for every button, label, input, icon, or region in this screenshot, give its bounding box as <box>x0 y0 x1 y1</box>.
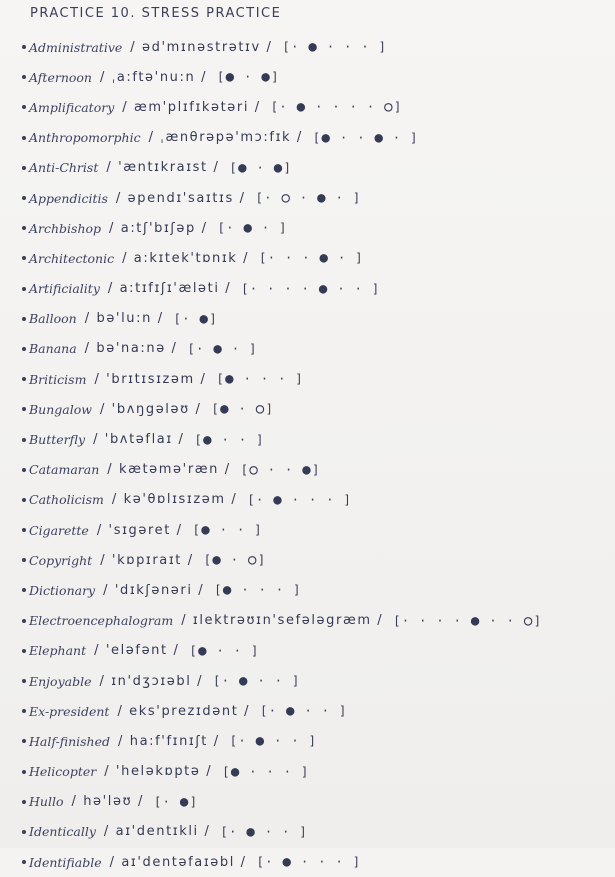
list-item <box>22 153 607 183</box>
entry-stress-pattern: [○ · · ●] <box>240 461 321 478</box>
entry-stress-pattern: [● · ●] <box>217 69 280 86</box>
bullet-icon <box>22 649 26 653</box>
entry-word: Banana <box>29 341 77 357</box>
list-item <box>22 606 607 636</box>
entry-stress-pattern: [· ● · · ] <box>220 823 308 840</box>
bullet-icon <box>22 256 26 260</box>
list-item <box>22 364 607 394</box>
entry-stress-pattern: [· ● · · ] <box>229 733 318 750</box>
list-item <box>22 455 607 485</box>
entry-stress-pattern: [● · · · ] <box>216 371 304 388</box>
list-item <box>22 726 607 756</box>
bullet-icon <box>22 498 26 502</box>
list-item <box>22 666 607 696</box>
entry-transcription: / ˌa:ftə'nu:n / <box>99 69 208 85</box>
entry-transcription: / ɪlektrəʊɪn'sefələgræm / <box>181 613 384 629</box>
entry-transcription: / 'dɪkʃənəri / <box>103 582 205 598</box>
entry-word: Half-finished <box>29 733 111 749</box>
bullet-icon <box>22 619 26 623</box>
entry-word: Anti-Christ <box>29 160 99 176</box>
bullet-icon <box>22 105 26 109</box>
entry-word: Identically <box>29 824 96 840</box>
entry-stress-pattern: [● · ○] <box>211 401 275 418</box>
page-title: PRACTICE 10. STRESS PRACTICE <box>30 6 282 21</box>
entry-transcription: / a:kɪtek'tɒnɪk / <box>122 250 250 266</box>
entry-stress-pattern: [· · · · ● · · ] <box>241 280 381 297</box>
list-item <box>22 123 607 153</box>
entry-stress-pattern: [· ● · · · · ○] <box>270 99 403 116</box>
entry-word: Cigarette <box>29 522 89 538</box>
entry-transcription: / bə'lu:n / <box>84 311 164 327</box>
list-item <box>22 817 607 847</box>
entry-word: Hullo <box>29 794 64 810</box>
entry-transcription: / ˌænθrəpə'mɔ:fɪk / <box>148 130 303 146</box>
bullet-icon <box>22 770 26 774</box>
list-item <box>22 847 607 877</box>
entry-word: Afternoon <box>29 69 92 85</box>
entry-stress-pattern: [● · · · ] <box>214 582 302 599</box>
entry-word: Butterfly <box>29 432 86 448</box>
entry-word: Helicopter <box>29 764 97 780</box>
list-item <box>22 243 607 273</box>
bullet-icon <box>22 166 26 170</box>
bullet-icon <box>22 588 26 592</box>
entry-transcription: / bə'na:nə / <box>84 341 178 357</box>
bullet-icon <box>22 75 26 79</box>
entry-stress-pattern: [· ● · · · ] <box>247 491 353 508</box>
bullet-icon <box>22 407 26 411</box>
entry-transcription: / kə'θɒlɪsɪzəm / <box>111 492 238 508</box>
list-item <box>22 32 607 62</box>
entry-word: Archbishop <box>29 220 102 236</box>
bullet-icon <box>22 830 26 834</box>
bullet-icon <box>22 377 26 381</box>
list-item <box>22 334 607 364</box>
bullet-icon <box>22 136 26 140</box>
list-item <box>22 515 607 545</box>
entry-stress-pattern: [· ● · · ] <box>260 703 348 720</box>
entry-stress-pattern: [· ●] <box>173 310 219 327</box>
list-item <box>22 575 607 605</box>
list-item <box>22 394 607 424</box>
entry-word: Bungalow <box>29 401 92 417</box>
bullet-icon <box>22 800 26 804</box>
bullet-icon <box>22 347 26 351</box>
entry-stress-pattern: [● · · · ] <box>222 763 310 780</box>
entry-stress-pattern: [· · · · ● · · ○] <box>393 612 543 629</box>
entry-word: Administrative <box>29 39 123 55</box>
entry-stress-pattern: [· ● · ] <box>187 340 258 357</box>
entry-word: Balloon <box>29 311 77 327</box>
entry-stress-pattern: [· ● · · · ] <box>282 39 388 56</box>
list-item <box>22 274 607 304</box>
entry-transcription: / a:tɪfɪʃɪ'æləti / <box>107 281 232 297</box>
entry-transcription: / 'sɪgəret / <box>96 522 183 538</box>
entry-transcription: / 'bʌtəflaɪ / <box>93 432 185 448</box>
entry-word: Appendicitis <box>29 190 108 206</box>
bullet-icon <box>22 438 26 442</box>
entry-stress-pattern: [● · · ] <box>194 431 265 448</box>
bullet-icon <box>22 468 26 472</box>
entry-stress-pattern: [· ○ · ● · ] <box>255 190 362 207</box>
entry-stress-pattern: [· ● · · ] <box>213 673 301 690</box>
entry-word: Elephant <box>29 643 87 659</box>
entry-stress-pattern: [· ●] <box>153 793 199 810</box>
entry-word: Dictionary <box>29 582 96 598</box>
entry-stress-pattern: [● · · ] <box>192 522 263 539</box>
entry-transcription: / kætəmə'ræn / <box>107 462 231 478</box>
list-item <box>22 545 607 575</box>
entry-word: Amplificatory <box>29 99 115 115</box>
list-item <box>22 636 607 666</box>
entry-transcription: / hə'ləʊ / <box>71 794 144 810</box>
list-item <box>22 92 607 122</box>
list-item <box>22 757 607 787</box>
entry-stress-pattern: [· ● · ] <box>217 220 288 237</box>
bullet-icon <box>22 739 26 743</box>
entry-stress-pattern: [● · · ● · ] <box>312 129 419 146</box>
entry-transcription: / aɪ'dentəfaɪəbl / <box>109 854 247 870</box>
entry-transcription: / 'bʌŋgələʊ / <box>99 401 202 417</box>
list-item <box>22 787 607 817</box>
entry-transcription: / 'eləfənt / <box>94 643 180 659</box>
entry-word: Catholicism <box>29 492 104 508</box>
list-item <box>22 696 607 726</box>
bullet-icon <box>22 860 26 864</box>
entry-stress-pattern: [· ● · · · ] <box>256 854 362 871</box>
entry-transcription: / 'brɪtɪsɪzəm / <box>94 371 207 387</box>
bullet-icon <box>22 226 26 230</box>
entry-stress-pattern: [● · ●] <box>229 159 293 176</box>
bullet-icon <box>22 196 26 200</box>
entry-word: Ex-president <box>29 703 110 719</box>
list-item <box>22 213 607 243</box>
entry-word: Anthropomorphic <box>29 130 141 146</box>
entry-stress-pattern: [● · ○] <box>203 552 267 569</box>
entry-word: Identifiable <box>29 854 102 870</box>
list-item <box>22 62 607 92</box>
entry-transcription: / ha:f'fɪnɪʃt / <box>118 733 220 749</box>
bullet-icon <box>22 287 26 291</box>
bullet-icon <box>22 45 26 49</box>
bullet-icon <box>22 317 26 321</box>
entry-word: Electroencephalogram <box>29 613 174 629</box>
entry-word: Architectonic <box>29 250 115 266</box>
entry-transcription: / əd'mɪnəstrətɪv / <box>130 39 273 55</box>
list-item <box>22 304 607 334</box>
bullet-icon <box>22 558 26 562</box>
list-item <box>22 485 607 515</box>
entry-transcription: / eks'prezɪdənt / <box>117 703 251 719</box>
entry-transcription: / 'kɒpɪraɪt / <box>100 552 194 568</box>
entry-transcription: / 'æntɪkraɪst / <box>106 160 220 176</box>
entry-word: Catamaran <box>29 462 100 478</box>
bullet-icon <box>22 528 26 532</box>
entry-transcription: / aɪ'dentɪkli / <box>103 824 211 840</box>
entry-word: Briticism <box>29 371 87 387</box>
stress-practice-list <box>22 32 607 877</box>
entry-transcription: / æm'plɪfɪkətəri / <box>122 99 261 115</box>
entry-transcription: / 'heləkɒptə / <box>104 764 213 780</box>
bullet-icon <box>22 679 26 683</box>
entry-word: Artificiality <box>29 281 100 297</box>
list-item <box>22 183 607 213</box>
entry-stress-pattern: [● · · ] <box>189 642 260 659</box>
entry-word: Enjoyable <box>29 673 92 689</box>
entry-stress-pattern: [· · · ● · ] <box>259 250 364 267</box>
bullet-icon <box>22 709 26 713</box>
entry-transcription: / ɪn'dʒɔɪəbl / <box>99 673 204 689</box>
entry-transcription: / əpendɪ'saɪtɪs / <box>115 190 246 206</box>
entry-word: Copyright <box>29 552 93 568</box>
entry-transcription: / a:tʃ'bɪʃəp / <box>109 220 208 236</box>
list-item <box>22 424 607 454</box>
